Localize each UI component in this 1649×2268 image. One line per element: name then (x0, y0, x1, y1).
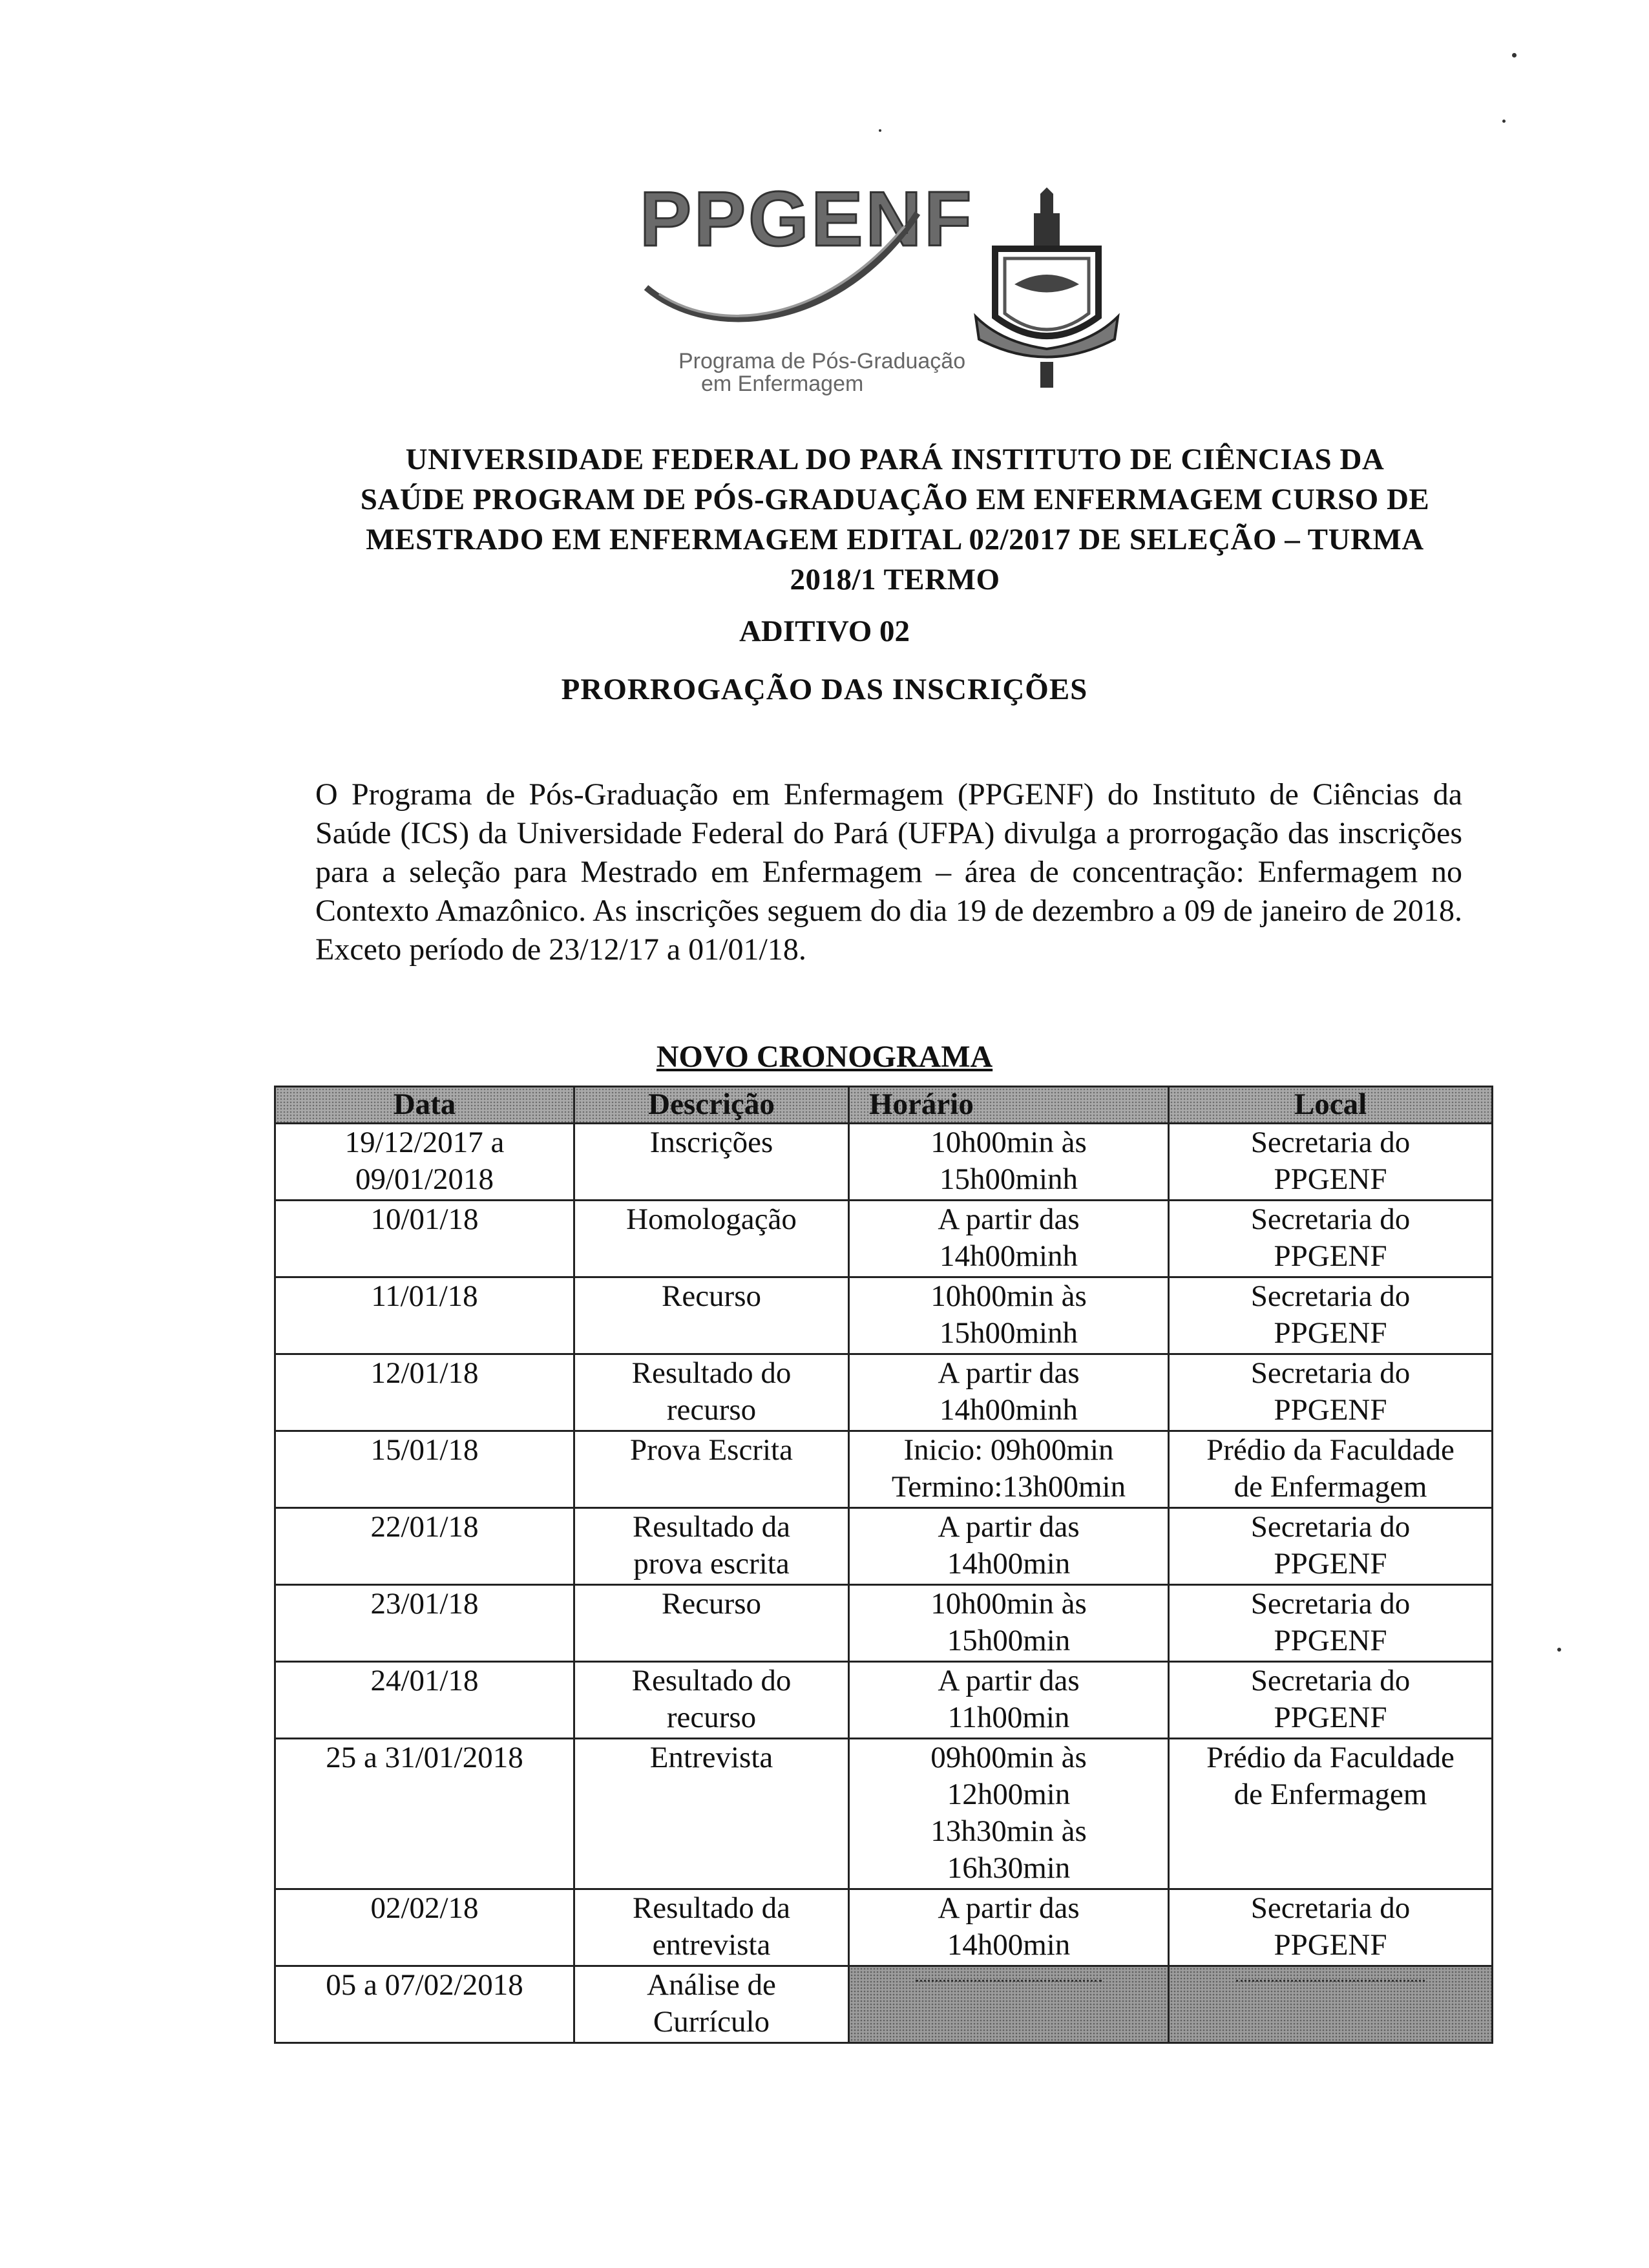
cell-line: PPGENF (1274, 1928, 1387, 1962)
cell-local (1169, 1662, 1493, 1739)
schedule-header-row (275, 1087, 1493, 1124)
cell-horario (849, 1739, 1169, 1889)
cell-line: 15h00min (947, 1624, 1071, 1657)
cell-line: Análise de (647, 1968, 776, 2002)
schedule-table (274, 1086, 1493, 2044)
cell-line: 10h00min às (930, 1126, 1087, 1159)
cell-local (1169, 1585, 1493, 1662)
dotted-placeholder (1236, 1980, 1425, 1982)
table-row (275, 1277, 1493, 1354)
cell-line: 11h00min (947, 1701, 1070, 1734)
cell-local (1169, 1201, 1493, 1277)
heading-line-3: MESTRADO EM ENFERMAGEM EDITAL 02/2017 DE SELEÇÃO – TURMA (366, 523, 1424, 556)
cell-line: entrevista (652, 1928, 771, 1962)
cell-local (1169, 1277, 1493, 1354)
cell-line: Inicio: 09h00min (903, 1433, 1114, 1467)
cell-horario (849, 1966, 1169, 2043)
cell-line: 15/01/18 (370, 1433, 479, 1467)
schedule-title: NOVO CRONOGRAMA (656, 1040, 993, 1074)
cell-descricao (574, 1739, 849, 1889)
cell-data (275, 1431, 574, 1508)
heading-line-4: 2018/1 TERMO (790, 563, 1000, 596)
cell-line: 23/01/18 (370, 1587, 479, 1621)
document-heading (297, 439, 1493, 600)
intro-paragraph: O Programa de Pós-Graduação em Enfermagem (PPGENF) do Instituto de Ciências da Saúde (ICS) da Universidade Federal do Pará (UFPA) divulga a prorrogação das inscrições para a seleção para Mestrado em Enfermagem – área de concentração: Enfermagem no Contexto Amazônico. As inscrições seguem do dia 19 de dezembro a 09 de janeiro de 2018. Exceto período de 23/12/17 a 01/01/18. (315, 777, 1462, 967)
logo-tagline-2: em Enfermagem (701, 372, 864, 396)
cell-line: PPGENF (1274, 1393, 1387, 1427)
cell-local (1169, 1354, 1493, 1431)
cell-data (275, 1354, 574, 1431)
cell-line: 24/01/18 (370, 1664, 479, 1697)
cell-line: Prédio da Faculdade (1206, 1741, 1455, 1774)
cell-horario (849, 1201, 1169, 1277)
cell-line: Resultado do (631, 1664, 792, 1697)
cell-horario (849, 1431, 1169, 1508)
table-row (275, 1966, 1493, 2043)
cell-line: Secretaria do (1250, 1279, 1411, 1313)
cell-descricao (574, 1585, 849, 1662)
cell-line: 14h00minh (939, 1393, 1078, 1427)
cell-line: prova escrita (633, 1547, 790, 1580)
cell-line: Recurso (661, 1279, 761, 1313)
cell-line: 25 a 31/01/2018 (326, 1741, 523, 1774)
cell-data (275, 1889, 574, 1966)
cell-data (275, 1277, 574, 1354)
cell-line: de Enfermagem (1234, 1470, 1427, 1504)
cell-data (275, 1508, 574, 1585)
cell-line: 13h30min às (930, 1814, 1087, 1848)
cell-descricao (574, 1966, 849, 2043)
cell-line: A partir das (938, 1891, 1080, 1925)
header-data: Data (275, 1087, 574, 1124)
heading-line-2: SAÚDE PROGRAM DE PÓS-GRADUAÇÃO EM ENFERMAGEM CURSO DE (360, 483, 1430, 516)
table-row (275, 1201, 1493, 1277)
cell-horario (849, 1662, 1169, 1739)
table-row (275, 1431, 1493, 1508)
cell-local (1169, 1124, 1493, 1201)
cell-line: recurso (666, 1393, 757, 1427)
table-row (275, 1739, 1493, 1889)
cell-line: de Enfermagem (1234, 1778, 1427, 1811)
cell-line: 02/02/18 (370, 1891, 479, 1925)
cell-local (1169, 1508, 1493, 1585)
cell-line: A partir das (938, 1356, 1080, 1390)
scan-speck (879, 129, 881, 132)
cell-horario (849, 1508, 1169, 1585)
dotted-placeholder (916, 1980, 1102, 1982)
svg-text:PPGENF: PPGENF (640, 176, 974, 262)
cell-line: 15h00minh (939, 1316, 1078, 1350)
cell-descricao (574, 1508, 849, 1585)
cell-descricao (574, 1201, 849, 1277)
cell-line: 19/12/2017 a (344, 1126, 505, 1159)
ppgenf-logo (633, 174, 1137, 407)
cell-line: 15h00minh (939, 1162, 1078, 1196)
cell-descricao (574, 1431, 849, 1508)
cell-line: Secretaria do (1250, 1356, 1411, 1390)
table-row (275, 1889, 1493, 1966)
table-row (275, 1508, 1493, 1585)
scan-speck (1512, 53, 1517, 58)
cell-line: Termino:13h00min (891, 1470, 1126, 1504)
cell-line: Secretaria do (1250, 1202, 1411, 1236)
cell-line: 09/01/2018 (355, 1162, 494, 1196)
cell-line: PPGENF (1274, 1162, 1387, 1196)
cell-data (275, 1201, 574, 1277)
cell-line: Secretaria do (1250, 1891, 1411, 1925)
cell-line: A partir das (938, 1664, 1080, 1697)
scan-speck (1502, 120, 1506, 123)
cell-line: A partir das (938, 1510, 1080, 1544)
cell-line: Inscrições (649, 1126, 773, 1159)
cell-descricao (574, 1889, 849, 1966)
cell-line: PPGENF (1274, 1239, 1387, 1273)
table-row (275, 1585, 1493, 1662)
cell-line: Secretaria do (1250, 1664, 1411, 1697)
cell-descricao (574, 1354, 849, 1431)
cell-line: Resultado da (632, 1891, 791, 1925)
cell-line: PPGENF (1274, 1316, 1387, 1350)
university-crest-icon (976, 187, 1118, 388)
cell-line: 14h00min (947, 1547, 1071, 1580)
table-row (275, 1124, 1493, 1201)
cell-horario (849, 1124, 1169, 1201)
cell-line: 14h00min (947, 1928, 1071, 1962)
cell-line: 11/01/18 (371, 1279, 478, 1313)
cell-data (275, 1124, 574, 1201)
cell-line: Currículo (653, 2005, 770, 2039)
cell-line: Secretaria do (1250, 1587, 1411, 1621)
cell-line: Resultado da (632, 1510, 791, 1544)
cell-line: 16h30min (947, 1851, 1071, 1885)
cell-data (275, 1739, 574, 1889)
cell-line: recurso (666, 1701, 757, 1734)
cell-line: PPGENF (1274, 1701, 1387, 1734)
cell-horario (849, 1889, 1169, 1966)
scan-speck (1557, 1648, 1561, 1652)
cell-line: 10h00min às (930, 1279, 1087, 1313)
addendum-subject: PRORROGAÇÃO DAS INSCRIÇÕES (561, 673, 1088, 706)
cell-descricao (574, 1277, 849, 1354)
table-row (275, 1662, 1493, 1739)
cell-local (1169, 1739, 1493, 1889)
cell-line: PPGENF (1274, 1624, 1387, 1657)
cell-line: Prédio da Faculdade (1206, 1433, 1455, 1467)
cell-line: 14h00minh (939, 1239, 1078, 1273)
cell-line: 12/01/18 (370, 1356, 479, 1390)
cell-local (1169, 1966, 1493, 2043)
addendum-number: ADITIVO 02 (739, 614, 910, 648)
cell-line: Prova Escrita (630, 1433, 793, 1467)
cell-line: Entrevista (649, 1741, 773, 1774)
cell-data (275, 1585, 574, 1662)
cell-line: 09h00min às (930, 1741, 1087, 1774)
ppgenf-wordmark (640, 176, 974, 262)
cell-data (275, 1966, 574, 2043)
cell-line: Resultado do (631, 1356, 792, 1390)
cell-line: A partir das (938, 1202, 1080, 1236)
cell-line: Homologação (626, 1202, 797, 1236)
cell-line: 10/01/18 (370, 1202, 479, 1236)
cell-horario (849, 1585, 1169, 1662)
heading-line-1: UNIVERSIDADE FEDERAL DO PARÁ INSTITUTO DE CIÊNCIAS DA (405, 443, 1385, 476)
cell-descricao (574, 1124, 849, 1201)
table-row (275, 1354, 1493, 1431)
cell-line: 22/01/18 (370, 1510, 479, 1544)
cell-line: Recurso (661, 1587, 761, 1621)
header-local: Local (1169, 1087, 1493, 1124)
header-horario: Horário (849, 1087, 1169, 1124)
cell-horario (849, 1354, 1169, 1431)
cell-local (1169, 1431, 1493, 1508)
cell-line: 05 a 07/02/2018 (326, 1968, 523, 2002)
cell-line: Secretaria do (1250, 1510, 1411, 1544)
logo-tagline-1: Programa de Pós-Graduação (678, 349, 966, 373)
cell-horario (849, 1277, 1169, 1354)
cell-descricao (574, 1662, 849, 1739)
cell-line: Secretaria do (1250, 1126, 1411, 1159)
cell-line: 10h00min às (930, 1587, 1087, 1621)
cell-data (275, 1662, 574, 1739)
cell-local (1169, 1889, 1493, 1966)
header-descricao: Descrição (574, 1087, 849, 1124)
cell-line: PPGENF (1274, 1547, 1387, 1580)
cell-line: 12h00min (947, 1778, 1071, 1811)
